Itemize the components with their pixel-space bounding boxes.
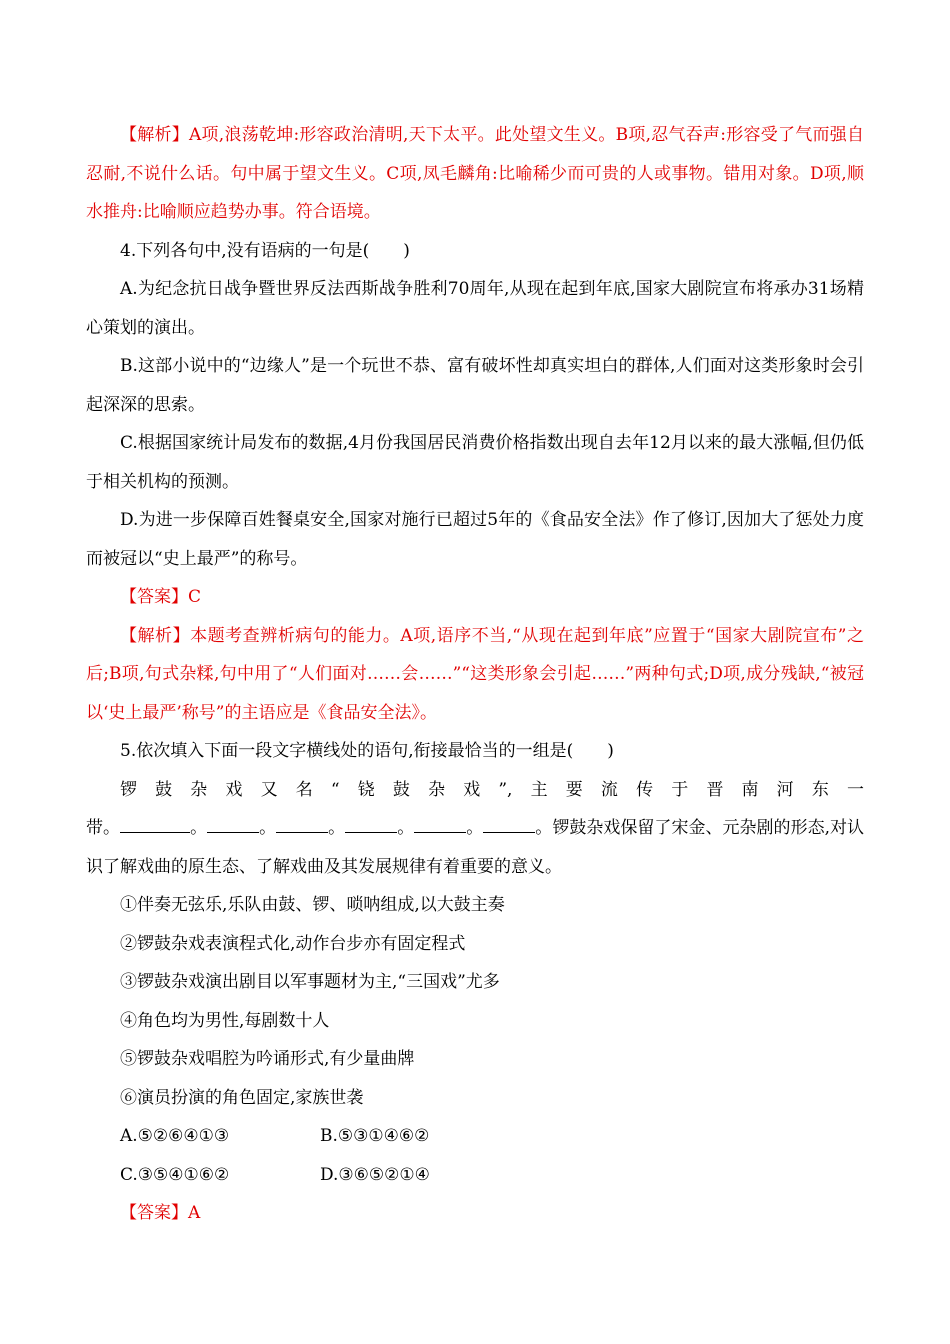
answer-value: A <box>188 1203 201 1223</box>
passage-end: 。锣鼓杂戏保留了宋金、元杂剧的形态,对认识了解戏曲的原生态、了解戏曲及其发展规律有着重要的意义。 <box>86 818 865 877</box>
question-5-option-b: B.⑤③①④⑥② <box>320 1126 430 1146</box>
question-5-option-d: D.③⑥⑤②①④ <box>320 1164 430 1185</box>
question-5-answer <box>86 1194 864 1233</box>
question-5-options-row-2 <box>86 1156 864 1195</box>
question-5-item: ⑥演员扮演的角色固定,家族世袭 <box>120 1087 364 1108</box>
question-4-option-d: D.为进一步保障百姓餐桌安全,国家对施行已超过5年的《食品安全法》作了修订,因加大了惩处力度而被冠以“史上最严”的称号。 <box>86 510 864 569</box>
question-5-passage-line1: 锣鼓杂戏又名“铙鼓杂戏”,主要流传于晋南河东一 <box>120 779 864 800</box>
fill-blank-6[interactable] <box>483 814 535 833</box>
analysis-tag: 【解析】 <box>120 125 190 145</box>
question-5-item: ③锣鼓杂戏演出剧目以军事题材为主,“三国戏”尤多 <box>120 972 500 992</box>
question-5-item: ②锣鼓杂戏表演程式化,动作台步亦有固定程式 <box>120 933 466 954</box>
question-4-stem: 4.下列各句中,没有语病的一句是( ) <box>120 240 410 261</box>
question-5-options-row-1 <box>86 1117 864 1156</box>
question-4-option-b: B.这部小说中的“边缘人”是一个玩世不恭、富有破坏性却真实坦白的群体,人们面对这类形象时会引起深深的思索。 <box>86 356 864 415</box>
question-5-option-a: A.⑤②⑥④①③ <box>120 1126 230 1146</box>
question-4-option-c: C.根据国家统计局发布的数据,4月份我国居民消费价格指数出现自去年12月以来的最大涨幅,但仍低于相关机构的预测。 <box>86 433 864 492</box>
blank-separator: 。 <box>397 818 415 838</box>
question-4-analysis <box>86 617 864 733</box>
answer-tag: 【答案】 <box>120 587 188 607</box>
blank-separator: 。 <box>259 818 277 838</box>
blank-separator: 。 <box>466 818 484 838</box>
question-5-item: ⑤锣鼓杂戏唱腔为吟诵形式,有少量曲牌 <box>120 1049 415 1069</box>
fill-blank-3[interactable] <box>276 814 328 833</box>
analysis-tag: 【解析】 <box>120 625 191 646</box>
question-5-item: ①伴奏无弦乐,乐队由鼓、锣、唢呐组成,以大鼓主奏 <box>120 895 505 915</box>
question-5-passage-rest <box>86 809 864 886</box>
blank-separator: 。 <box>190 818 208 838</box>
question-5-option-c: C.③⑤④①⑥② <box>120 1164 230 1185</box>
answer-value: C <box>188 587 202 607</box>
question-4-answer <box>86 578 864 617</box>
fill-blank-5[interactable] <box>414 814 466 833</box>
fill-blank-4[interactable] <box>345 814 397 833</box>
fill-blank-1[interactable] <box>120 814 190 833</box>
analysis-text: 本题考查辨析病句的能力。A项,语序不当,“从现在起到年底”应置于“国家大剧院宣布”之后;B项,句式杂糅,句中用了“人们面对……会……”“这类形象会引起……”两种句式;D项,成分残缺,“被冠以‘史上最严’称号”的主语应是《食品安全法》。 <box>86 625 864 723</box>
blank-separator: 。 <box>328 818 346 838</box>
analysis-q3 <box>86 116 864 232</box>
question-4-option-a: A.为纪念抗日战争暨世界反法西斯战争胜利70周年,从现在起到年底,国家大剧院宣布将承办31场精心策划的演出。 <box>86 279 864 338</box>
fill-blank-2[interactable] <box>207 814 259 833</box>
analysis-text: A项,浪荡乾坤:形容政治清明,天下太平。此处望文生义。B项,忍气吞声:形容受了气而强自忍耐,不说什么话。句中属于望文生义。C项,凤毛麟角:比喻稀少而可贵的人或事物。错用对象。D项,顺水推舟:比喻顺应趋势办事。符合语境。 <box>86 125 865 222</box>
question-5-stem: 5.依次填入下面一段文字横线处的语句,衔接最恰当的一组是( ) <box>120 741 614 761</box>
answer-tag: 【答案】 <box>120 1203 188 1223</box>
passage-start: 带。 <box>86 818 121 838</box>
question-5-item: ④角色均为男性,每剧数十人 <box>120 1010 330 1031</box>
